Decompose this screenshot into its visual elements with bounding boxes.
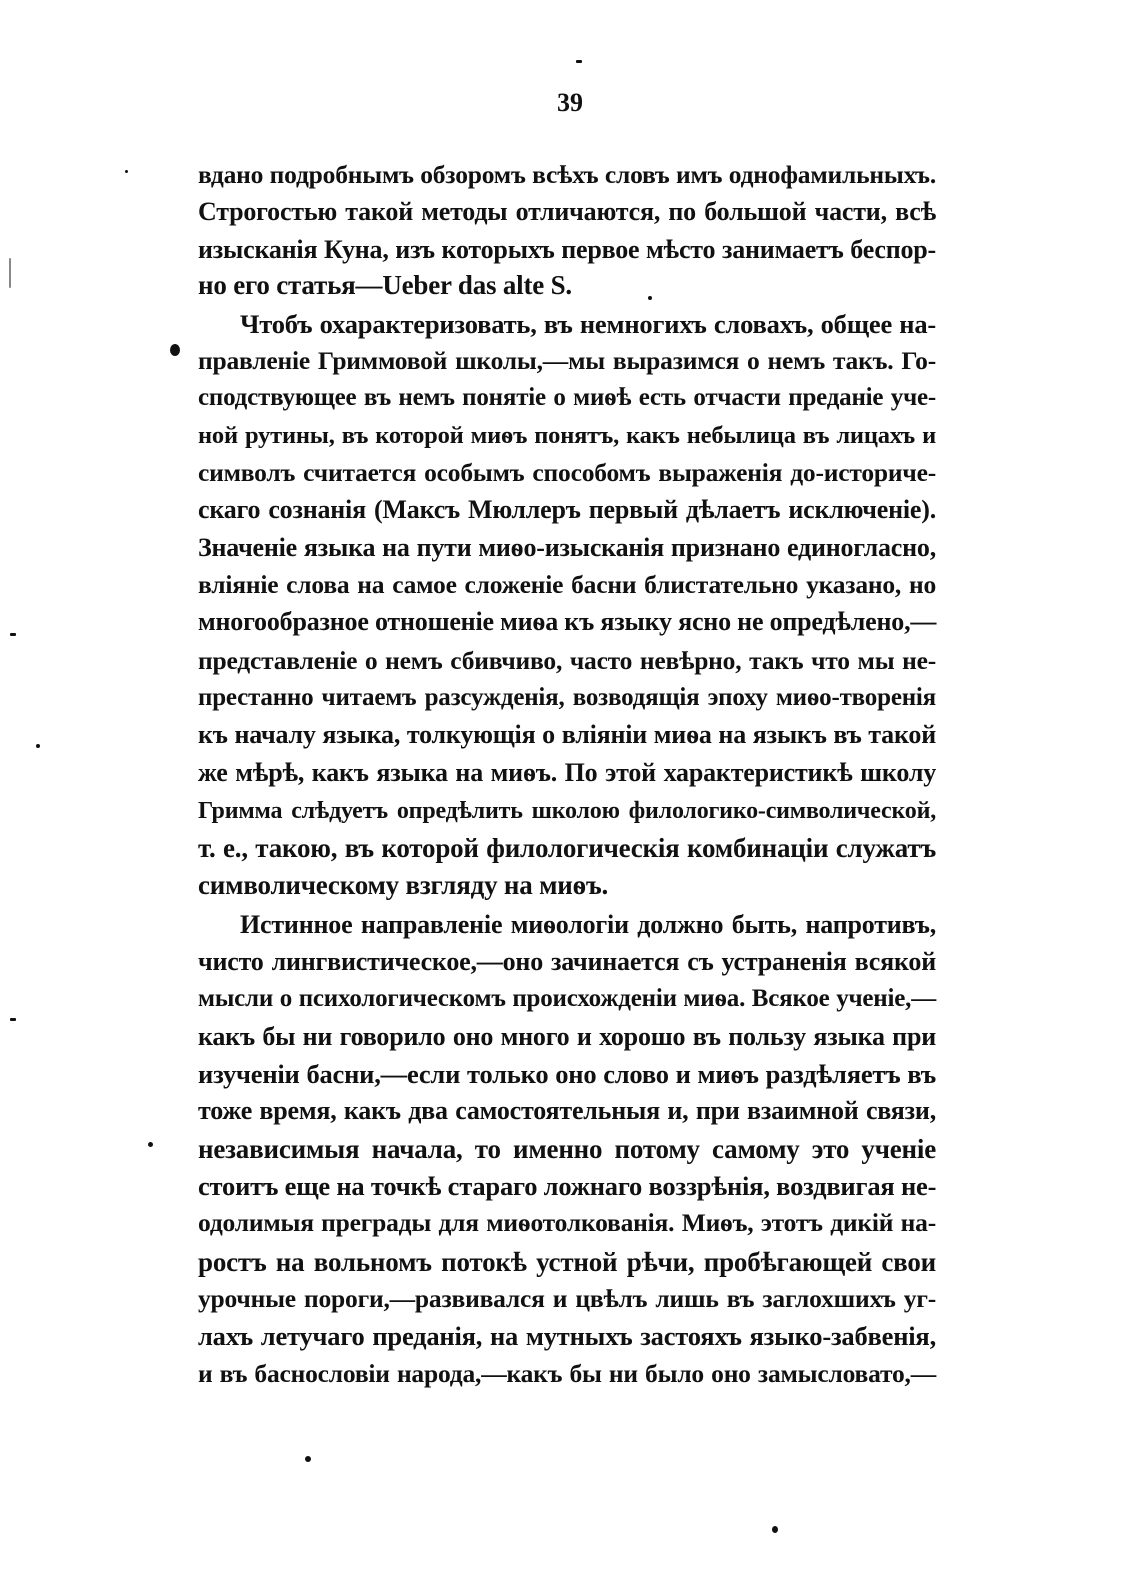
scan-speck (305, 1456, 311, 1462)
text-line: къ началу языка, толкующія о вліяніи миѳа на языкъ въ такой (198, 720, 936, 749)
text-line: символическому взгляду на миѳъ. (198, 870, 609, 900)
text-line: тоже время, какъ два самостоятельныя и, при взаимной связи, (198, 1096, 936, 1125)
text-line: изысканія Куна, изъ которыхъ первое мѣсто занимаетъ беспор- (198, 235, 936, 264)
text-line: представленіе о немъ сбивчиво, часто невѣрно, такъ что мы не- (198, 646, 936, 675)
scan-speck (648, 296, 652, 300)
scan-speck (36, 744, 40, 748)
page-number: 39 (557, 88, 583, 117)
scan-speck (10, 633, 16, 636)
text-line: лахъ летучаго преданія, на мутныхъ застояхъ языко-забвенія, (198, 1321, 936, 1351)
text-line: мысли о психологическомъ происхожденіи миѳа. Всякое ученіе,— (198, 985, 936, 1012)
text-line: и въ баснословіи народа,—какъ бы ни было оно замысловато,— (198, 1359, 936, 1388)
text-line: независимыя начала, то именно потому самому это ученіе (198, 1134, 936, 1164)
text-line: Значеніе языка на пути миѳо-изысканія признано единогласно, (198, 533, 936, 562)
text-line: вліяніе слова на самое сложеніе басни блистательно указано, но (198, 570, 936, 599)
text-line: Гримма слѣдуетъ опредѣлить школою филологико-символической, (198, 798, 936, 824)
text-line: же мѣрѣ, какъ языка на миѳъ. По этой характеристикѣ школу (198, 758, 936, 787)
text-line: т. е., такою, въ которой филологическія комбинаціи служатъ (198, 833, 936, 863)
text-line: престанно читаемъ разсужденія, возводящія эпоху миѳо-творенія (198, 684, 936, 711)
text-line: урочные пороги,—развивался и цвѣлъ лишь въ заглохшихъ уг- (198, 1284, 936, 1313)
text-line: скаго сознанія (Максъ Мюллеръ первый дѣлаетъ исключеніе). (198, 495, 936, 524)
scan-speck (125, 170, 128, 173)
text-line: ростъ на вольномъ потокѣ устной рѣчи, пробѣгающей свои (198, 1247, 936, 1277)
text-line: какъ бы ни говорило оно много и хорошо въ пользу языка при (198, 1022, 936, 1051)
text-line: Строгостью такой методы отличаются, по большой части, всѣ (198, 197, 936, 226)
text-line: но его статья—Ueber das alte S. (198, 270, 572, 300)
text-line: стоитъ еще на точкѣ стараго ложнаго воззрѣнія, воздвигая не- (198, 1171, 937, 1201)
scan-speck (170, 344, 180, 356)
text-line: одолимыя преграды для миѳотолкованія. Миѳъ, этотъ дикій на- (198, 1208, 936, 1237)
scan-speck (9, 258, 11, 288)
text-line: ной рутины, въ которой миѳъ понятъ, какъ небылица въ лицахъ и (198, 422, 936, 449)
text-line: правленіе Гриммовой школы,—мы выразимся о немъ такъ. Го- (198, 346, 936, 375)
scan-speck (10, 1018, 16, 1021)
text-line: многообразное отношеніе миѳа къ языку ясно не опредѣлено,— (198, 607, 937, 636)
text-line: изученіи басни,—если только оно слово и миѳъ раздѣляетъ въ (198, 1059, 936, 1089)
scan-speck (148, 1142, 153, 1147)
text-line: вдано подробнымъ обзоромъ всѣхъ словъ имъ однофамильныхъ. (198, 160, 936, 189)
text-line: чисто лингвистическое,—оно зачинается съ устраненія всякой (198, 947, 936, 976)
scan-speck (576, 60, 582, 63)
scan-speck (772, 1526, 778, 1533)
paragraph-first-line: Истинное направленіе миѳологіи должно быть, напротивъ, (240, 910, 936, 939)
text-line: сподствующее въ немъ понятіе о миѳѣ есть отчасти преданіе уче- (198, 384, 936, 411)
text-line: символъ считается особымъ способомъ выраженія до-историче- (198, 458, 936, 487)
paragraph-first-line: Чтобъ охарактеризовать, въ немногихъ словахъ, общее на- (240, 309, 936, 339)
